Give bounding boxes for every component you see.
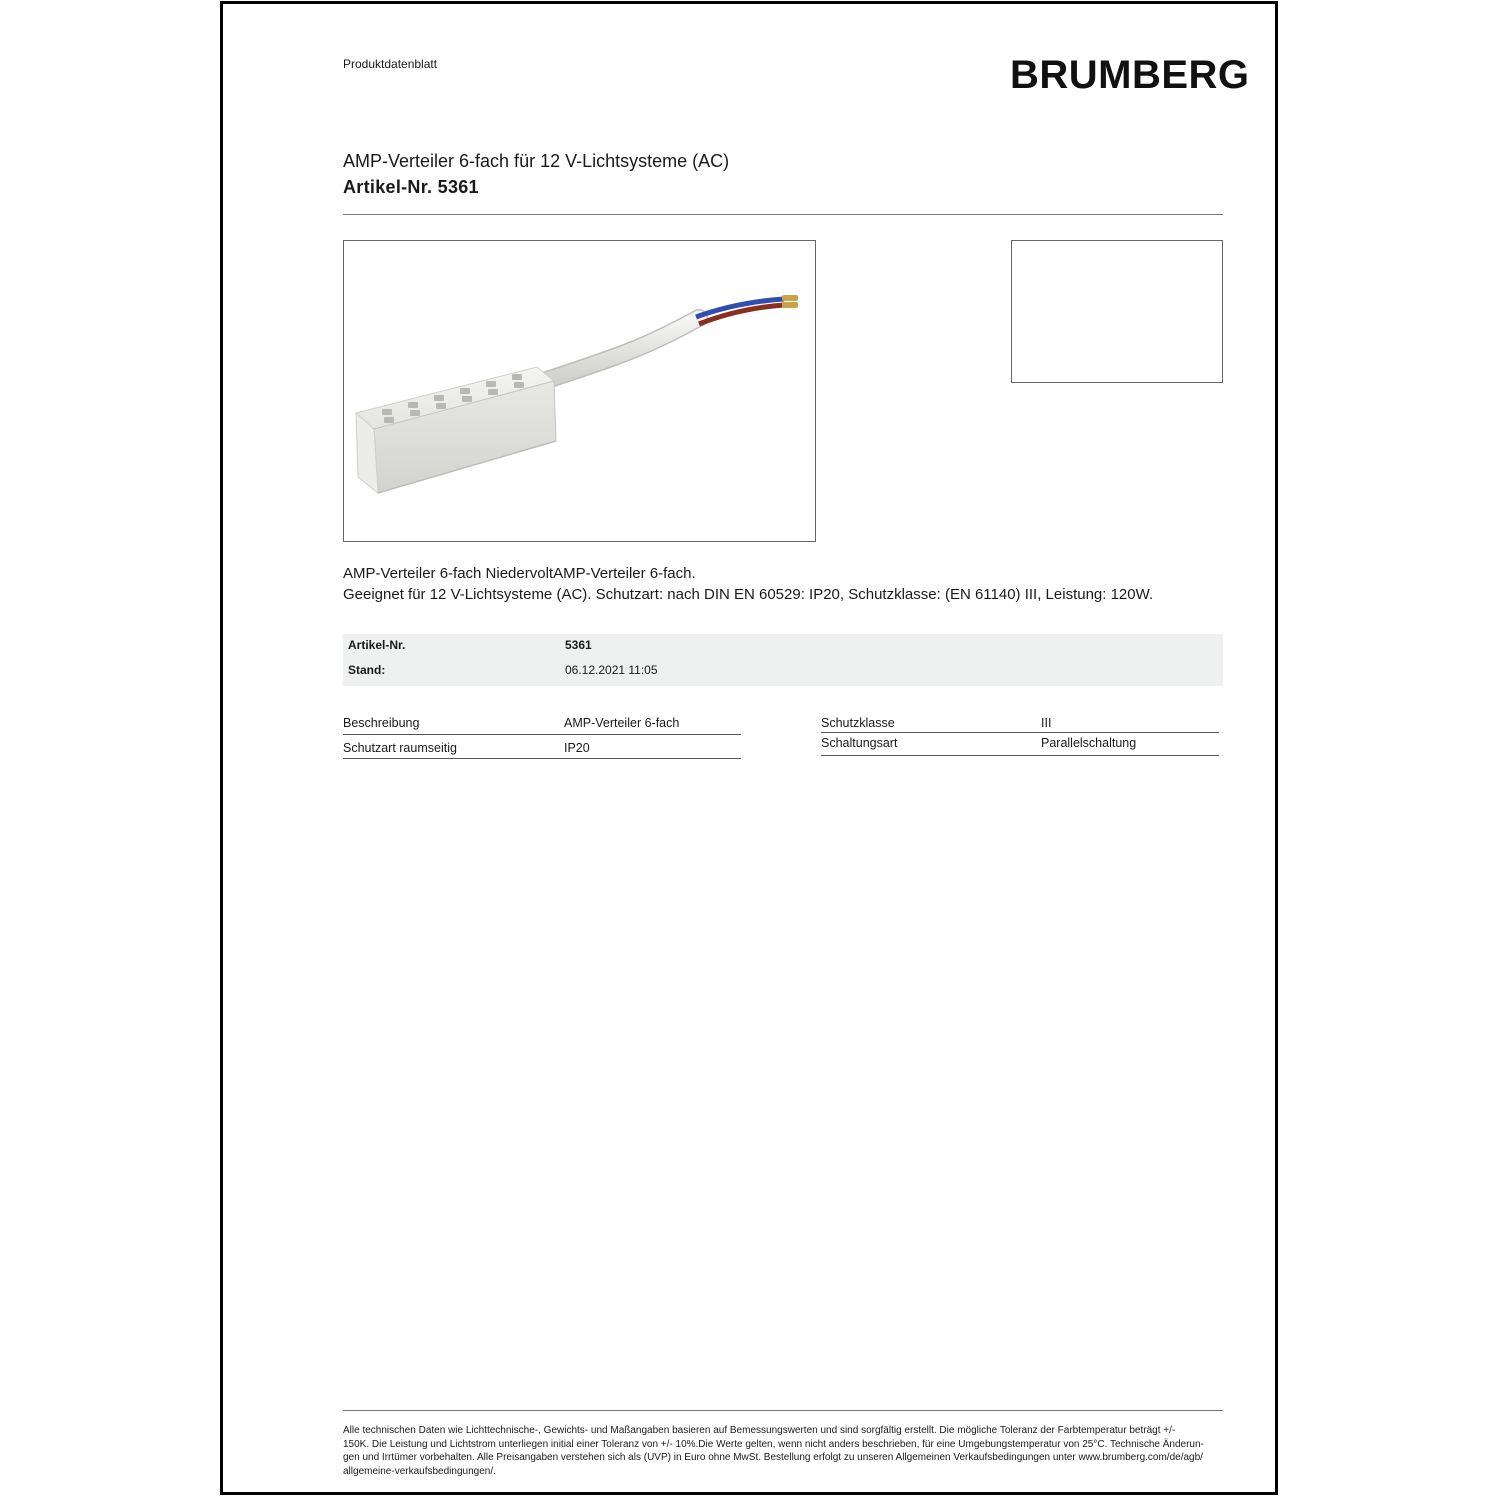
description-line: AMP-Verteiler 6-fach NiedervoltAMP-Verteiler 6-fach. — [343, 565, 696, 582]
info-value: 5361 — [565, 638, 592, 652]
brand-logo: BRUMBERG — [1010, 53, 1250, 97]
info-label: Artikel-Nr. — [348, 638, 406, 652]
description-line: Geeignet für 12 V-Lichtsysteme (AC). Schutzart: nach DIN EN 60529: IP20, Schutzklasse: (EN 61140) III, Leistung: 120W. — [343, 586, 1154, 603]
footer-line: 150K. Die Leistung und Lichtstrom unterliegen initial einer Toleranz von +/- 10%.Die Werte gelten, wenn nicht anders beschrieben, für eine Umgebungstemperatur von 25°C. Technische Änderun- — [343, 1438, 1204, 1450]
product-photo-drawing — [344, 241, 815, 541]
footer-line: allgemeine-verkaufsbedingungen/. — [343, 1465, 496, 1477]
spec-value: AMP-Verteiler 6-fach — [564, 716, 680, 730]
spec-row — [821, 733, 1219, 756]
spec-value: III — [1041, 716, 1052, 730]
product-image — [343, 240, 816, 542]
certification-logo-placeholder — [1011, 240, 1223, 383]
divider — [343, 214, 1223, 215]
document-type-label: Produktdatenblatt — [343, 57, 438, 71]
article-number-heading: Artikel-Nr. 5361 — [343, 177, 479, 197]
footer-line: gen und Irrtümer vorbehalten. Alle Preisangaben verstehen sich als (UVP) in Euro ohne MwSt. Bestellung erfolgt zu unseren Allgemeinen Verkaufsbedingungen unter www.brumberg.com/de/agb/ — [343, 1452, 1203, 1463]
spec-row — [821, 710, 1219, 733]
product-title: AMP-Verteiler 6-fach für 12 V-Lichtsysteme (AC) — [343, 151, 730, 171]
footer-divider — [343, 1410, 1223, 1411]
spec-key: Schaltungsart — [821, 736, 898, 750]
info-value: 06.12.2021 11:05 — [565, 663, 658, 677]
spec-value: Parallelschaltung — [1041, 736, 1137, 750]
spec-row — [343, 735, 741, 759]
footer-disclaimer — [343, 1424, 1223, 1478]
product-description — [343, 563, 1223, 605]
spec-key: Schutzart raumseitig — [343, 741, 457, 755]
spec-key: Beschreibung — [343, 716, 420, 730]
spec-row — [343, 710, 741, 735]
spec-value: IP20 — [564, 741, 590, 755]
spec-key: Schutzklasse — [821, 716, 895, 730]
footer-line: Alle technischen Daten wie Lichttechnische-, Gewichts- und Maßangaben basieren auf Bemessungswerten und sind sorgfältig erstellt. Die mögliche Toleranz der Farbtemperatur beträgt +/- — [343, 1425, 1176, 1436]
info-label: Stand: — [348, 663, 386, 677]
article-info-box — [343, 634, 1223, 686]
